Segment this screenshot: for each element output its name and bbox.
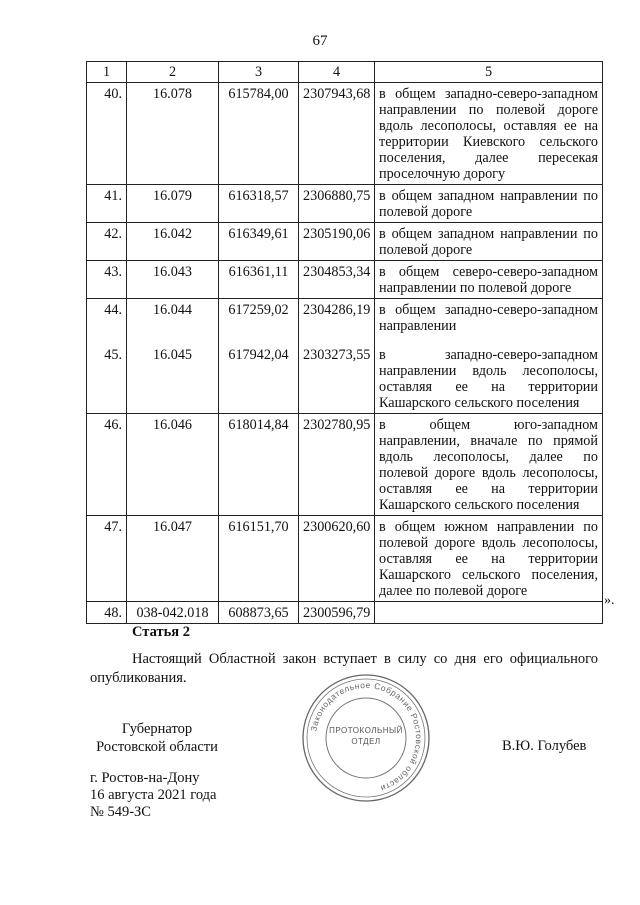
- coordinate-y: 2300620,60: [299, 516, 375, 602]
- coordinate-y: 2304286,19: [299, 299, 375, 345]
- svg-text:Законодательное Собрание Росто: Законодательное Собрание Ростовской области: [308, 679, 425, 794]
- table-row: [87, 299, 603, 345]
- table-row: [87, 223, 603, 261]
- coordinate-y: 2306880,75: [299, 185, 375, 223]
- date: 16 августа 2021 года: [90, 787, 217, 803]
- place-date-block: [90, 770, 216, 821]
- boundary-description: в общем западном направлении по полевой дороге: [375, 185, 603, 223]
- boundary-description: в общем западном направлении по полевой дороге: [375, 223, 603, 261]
- column-header: 3: [219, 62, 299, 83]
- boundary-description: в общем юго-западном направлении, вначале по прямой вдоль лесополосы, далее по полевой дороге вдоль лесополосы, оставляя ее на территории Кашарского сельского поселения: [375, 414, 603, 516]
- coordinate-x: 616318,57: [219, 185, 299, 223]
- stamp-text-line: ПРОТОКОЛЬНЫЙ: [329, 726, 403, 735]
- law-number: № 549-ЗС: [90, 804, 151, 820]
- boundary-description: в западно-северо-западном направлении вдоль лесополосы, оставляя ее на территории Кашарского сельского поселения: [375, 344, 603, 414]
- stamp-text-line: ОТДЕЛ: [351, 737, 381, 746]
- row-number: 43.: [87, 261, 127, 299]
- row-number: 41.: [87, 185, 127, 223]
- point-id: 16.079: [127, 185, 219, 223]
- point-id: 16.044: [127, 299, 219, 345]
- boundary-description: в общем южном направлении по полевой дороге вдоль лесополосы, оставляя ее на территории Кашарского сельского поселения, далее по полевой дороге: [375, 516, 603, 602]
- closing-quote: ».: [604, 593, 615, 608]
- page-number: 67: [312, 33, 328, 49]
- table-row: [87, 516, 603, 602]
- boundary-description: в общем северо-северо-западном направлении по полевой дороге: [375, 261, 603, 299]
- boundary-description: в общем западно-северо-западном направлении: [375, 299, 603, 345]
- point-id: 16.078: [127, 83, 219, 185]
- row-number: 45.: [87, 344, 127, 414]
- signatory-name: В.Ю. Голубев: [502, 738, 587, 754]
- point-id: 16.043: [127, 261, 219, 299]
- boundary-description: [375, 602, 603, 624]
- article-title: Статья 2: [132, 624, 190, 640]
- table-row: [87, 185, 603, 223]
- signatory-position: [90, 720, 224, 756]
- coordinate-y: 2303273,55: [299, 344, 375, 414]
- coordinate-y: 2302780,95: [299, 414, 375, 516]
- coordinate-x: 618014,84: [219, 414, 299, 516]
- point-id: 16.047: [127, 516, 219, 602]
- coordinate-x: 616349,61: [219, 223, 299, 261]
- coordinates-table: [86, 61, 603, 624]
- row-number: 42.: [87, 223, 127, 261]
- table-row: [87, 344, 603, 414]
- signatory-region: Ростовской области: [96, 739, 218, 755]
- point-id: 038-042.018: [127, 602, 219, 624]
- coordinate-x: 617259,02: [219, 299, 299, 345]
- table-row: [87, 414, 603, 516]
- coordinate-x: 616151,70: [219, 516, 299, 602]
- point-id: 16.042: [127, 223, 219, 261]
- coordinate-x: 615784,00: [219, 83, 299, 185]
- coordinate-x: 616361,11: [219, 261, 299, 299]
- column-header: 5: [375, 62, 603, 83]
- table-row: [87, 261, 603, 299]
- coordinate-x: 608873,65: [219, 602, 299, 624]
- signatory-title: Губернатор: [121, 721, 193, 737]
- column-header: 1: [87, 62, 127, 83]
- column-header: 4: [299, 62, 375, 83]
- row-number: 44.: [87, 299, 127, 345]
- coordinate-y: 2305190,06: [299, 223, 375, 261]
- table-row: [87, 83, 603, 185]
- point-id: 16.045: [127, 344, 219, 414]
- article-text: Настоящий Областной закон вступает в силу со дня его официального опубликования.: [90, 651, 598, 686]
- boundary-description: в общем западно-северо-западном направлении по полевой дороге вдоль лесополосы, оставляя ее на территории Киевского сельского поселения, далее пересекая проселочную дорогу: [375, 83, 603, 185]
- city: г. Ростов-на-Дону: [90, 770, 200, 786]
- row-number: 48.: [87, 602, 127, 624]
- coordinate-y: 2304853,34: [299, 261, 375, 299]
- table-header-row: [87, 62, 603, 83]
- coordinate-y: 2300596,79: [299, 602, 375, 624]
- table-row: [87, 602, 603, 624]
- row-number: 47.: [87, 516, 127, 602]
- row-number: 40.: [87, 83, 127, 185]
- point-id: 16.046: [127, 414, 219, 516]
- column-header: 2: [127, 62, 219, 83]
- coordinate-y: 2307943,68: [299, 83, 375, 185]
- row-number: 46.: [87, 414, 127, 516]
- coordinate-x: 617942,04: [219, 344, 299, 414]
